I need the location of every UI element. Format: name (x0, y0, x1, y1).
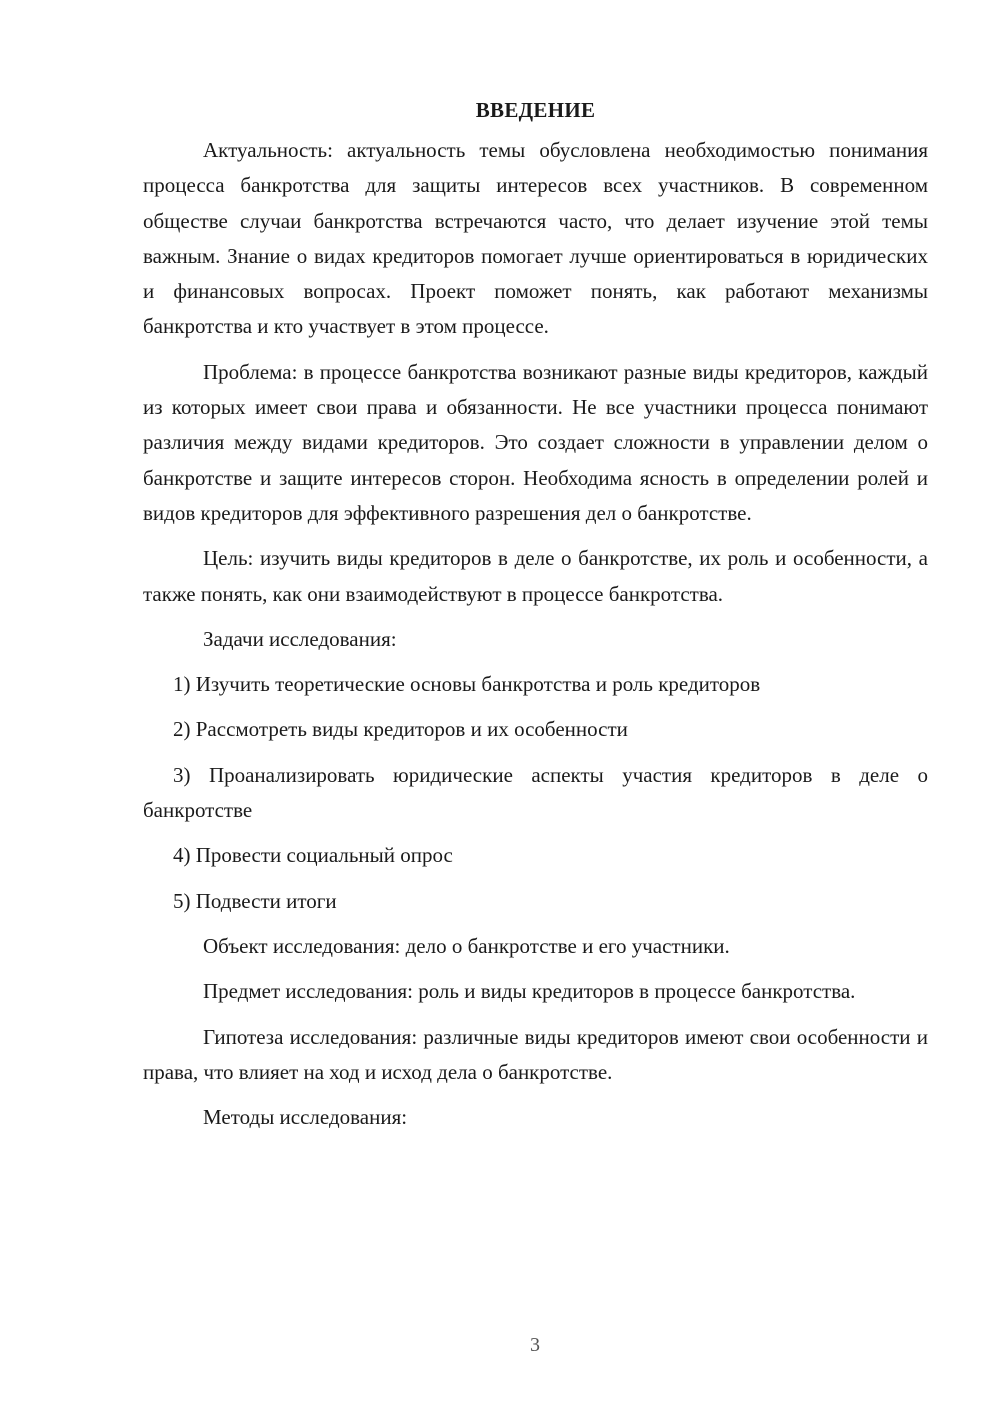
subject-paragraph: Предмет исследования: роль и виды кредиторов в процессе банкротства. (203, 979, 856, 1004)
task-item-5: 5) Подвести итоги (173, 888, 337, 913)
hypothesis-paragraph: Гипотеза исследования: различные виды кредиторов имеют свои особенности и права, что влияет на ход и исход дела о банкротстве. (143, 1024, 928, 1084)
page-number: 3 (530, 1334, 540, 1356)
task-item-4: 4) Провести социальный опрос (173, 843, 453, 868)
problem-paragraph: Проблема: в процессе банкротства возникают разные виды кредиторов, каждый из которых имеет свои права и обязанности. Не все участники процесса понимают различия между видами кредиторов. Это создает сложности в управлении делом о банкротстве и защите интересов сторон. Необходима ясность в определении ролей и видов кредиторов для эффективного разрешения дел о банкротстве. (143, 359, 928, 525)
task-item-3: 3) Проанализировать юридические аспекты участия кредиторов в деле о банкротстве (143, 762, 928, 823)
document-page (143, 95, 928, 1145)
methods-heading: Методы исследования: (203, 1105, 408, 1130)
task-item-2: 2) Рассмотреть виды кредиторов и их особенности (173, 717, 628, 742)
section-title: ВВЕДЕНИЕ (475, 98, 596, 122)
task-item-1: 1) Изучить теоретические основы банкротства и роль кредиторов (173, 672, 761, 697)
goal-paragraph: Цель: изучить виды кредиторов в деле о банкротстве, их роль и особенности, а также понять, как они взаимодействуют в процессе банкротства. (143, 546, 928, 606)
object-paragraph: Объект исследования: дело о банкротстве и его участники. (203, 933, 730, 958)
tasks-heading: Задачи исследования: (203, 626, 397, 651)
relevance-paragraph: Актуальность: актуальность темы обусловлена необходимостью понимания процесса банкротства для защиты интересов всех участников. В современном обществе случаи банкротства встречаются часто, что делает изучение этой темы важным. Знание о видах кредиторов помогает лучше ориентироваться в юридических и финансовых вопросах. Проект поможет понять, как работают механизмы банкротства и кто участвует в этом процессе. (143, 138, 928, 339)
